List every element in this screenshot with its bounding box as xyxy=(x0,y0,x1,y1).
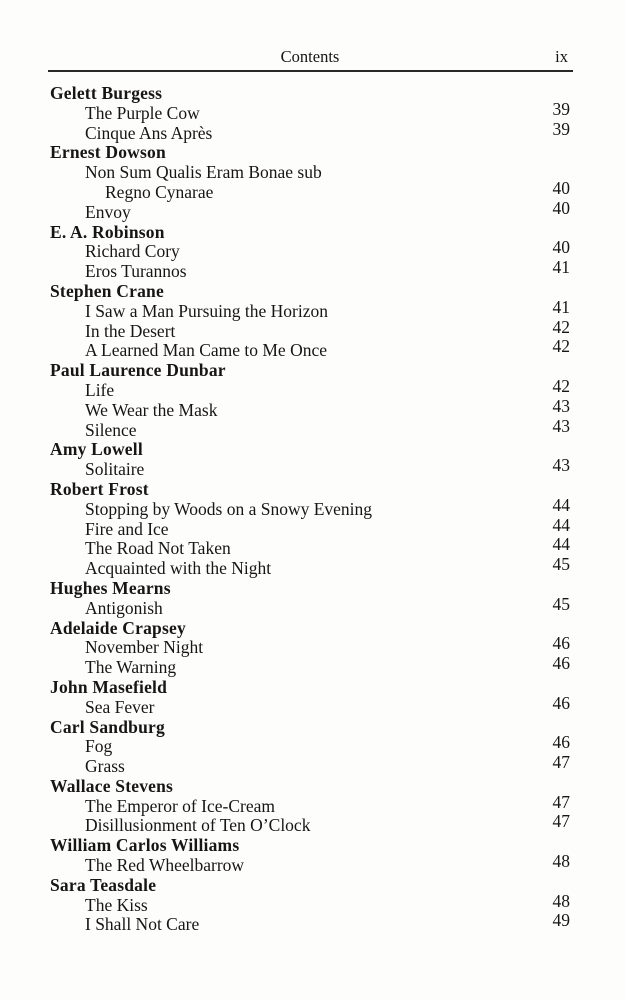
toc-poem-row xyxy=(50,98,570,124)
toc-poem-title: Fog xyxy=(85,736,113,757)
toc-poem-row xyxy=(50,692,570,718)
toc-page-number: 46 xyxy=(552,692,570,713)
toc-page-number: 42 xyxy=(552,375,570,396)
toc-poem-title: Stopping by Woods on a Snowy Evening xyxy=(85,498,373,519)
toc-poem-row xyxy=(50,296,570,322)
toc-author-row: Stephen Crane xyxy=(50,280,164,301)
toc-poem-title: Antigonish xyxy=(85,597,163,618)
toc-poem-row xyxy=(50,791,570,817)
toc-author-row: Wallace Stevens xyxy=(50,775,174,796)
toc-poem-row xyxy=(50,163,570,183)
header-rule xyxy=(48,70,573,72)
toc-poem-row xyxy=(50,395,570,421)
toc-poem-title: A Learned Man Came to Me Once xyxy=(85,340,328,361)
toc-page-number: 41 xyxy=(552,296,570,317)
toc-poem-title: Envoy xyxy=(85,201,131,222)
toc-page-number: 43 xyxy=(552,415,570,436)
toc-poem-row xyxy=(50,752,570,777)
toc-poem-title: The Warning xyxy=(85,657,177,678)
toc-poem-row xyxy=(50,890,570,916)
toc-poem-title: In the Desert xyxy=(85,320,176,341)
toc-page-number: 48 xyxy=(552,851,570,872)
folio-page-number: ix xyxy=(555,47,568,66)
toc-list xyxy=(50,84,570,935)
toc-poem-row xyxy=(50,851,570,876)
toc-poem-title: Richard Cory xyxy=(85,241,180,262)
toc-page-number: 43 xyxy=(552,395,570,416)
toc-poem-row xyxy=(50,732,570,757)
toc-page-number: 40 xyxy=(552,237,570,258)
toc-poem-title: November Night xyxy=(85,637,204,658)
toc-poem-title: Eros Turannos xyxy=(85,261,187,282)
toc-author-row: Hughes Mearns xyxy=(50,577,171,598)
toc-page-number: 47 xyxy=(552,811,570,832)
toc-page-number: 46 xyxy=(552,653,570,674)
toc-poem-title: Grass xyxy=(85,756,125,777)
toc-poem-row xyxy=(50,316,570,342)
toc-poem-title: I Saw a Man Pursuing the Horizon xyxy=(85,300,329,321)
toc-page-number: 47 xyxy=(552,791,570,812)
toc-poem-title: We Wear the Mask xyxy=(85,399,218,420)
toc-poem-title: The Kiss xyxy=(85,894,148,915)
toc-page-number: 44 xyxy=(552,514,570,535)
toc-poem-row xyxy=(50,455,570,480)
toc-page-number: 39 xyxy=(552,98,570,119)
toc-poem-row xyxy=(50,177,570,203)
toc-poem-title: Regno Cynarae xyxy=(105,181,214,202)
toc-poem-row xyxy=(50,910,570,935)
toc-page-number: 44 xyxy=(552,534,570,555)
toc-poem-row xyxy=(50,554,570,579)
toc-author-row: William Carlos Williams xyxy=(50,835,240,856)
toc-poem-title: Silence xyxy=(85,419,137,440)
toc-author-row: Gelett Burgess xyxy=(50,83,163,103)
toc-poem-row xyxy=(50,237,570,262)
toc-poem-row xyxy=(50,653,570,678)
toc-page-number: 41 xyxy=(552,257,570,278)
toc-author-row: Carl Sandburg xyxy=(50,716,165,737)
toc-page-number: 48 xyxy=(552,890,570,911)
toc-poem-title: I Shall Not Care xyxy=(85,914,200,935)
toc-poem-row xyxy=(50,375,570,401)
toc-author-row: Ernest Dowson xyxy=(50,142,166,163)
toc-poem-row xyxy=(50,593,570,619)
toc-author-row: Sara Teasdale xyxy=(50,874,157,895)
toc-poem-title: The Emperor of Ice-Cream xyxy=(85,795,275,816)
toc-poem-title: Non Sum Qualis Eram Bonae sub xyxy=(85,162,322,183)
toc-author-row: Robert Frost xyxy=(50,478,149,499)
page-header xyxy=(50,46,570,67)
toc-poem-row xyxy=(50,494,570,520)
toc-poem-row xyxy=(50,336,570,361)
toc-poem-title: Solitaire xyxy=(85,459,145,480)
toc-poem-title: Sea Fever xyxy=(85,696,155,717)
toc-author-row: Amy Lowell xyxy=(50,439,143,460)
toc-poem-row xyxy=(50,514,570,540)
toc-page-number: 49 xyxy=(552,910,570,931)
toc-poem-row xyxy=(50,811,570,836)
toc-poem-title: Cinque Ans Après xyxy=(85,122,213,143)
toc-author-row: John Masefield xyxy=(50,676,168,697)
toc-poem-row xyxy=(50,118,570,144)
toc-poem-title: Disillusionment of Ten O’Clock xyxy=(85,815,311,836)
toc-poem-row xyxy=(50,257,570,282)
toc-page-number: 39 xyxy=(552,118,570,139)
toc-page-number: 42 xyxy=(552,316,570,337)
toc-page-number: 40 xyxy=(552,177,570,198)
toc-page-number: 40 xyxy=(552,197,570,218)
toc-page-number: 46 xyxy=(552,633,570,654)
toc-poem-row xyxy=(50,415,570,441)
toc-page-number: 44 xyxy=(552,494,570,515)
toc-poem-title: Life xyxy=(85,379,115,400)
toc-poem-title: Acquainted with the Night xyxy=(85,558,272,579)
toc-author-row: Paul Laurence Dunbar xyxy=(50,360,226,381)
toc-author-row: E. A. Robinson xyxy=(50,221,165,242)
toc-poem-title: The Purple Cow xyxy=(85,102,200,123)
toc-poem-row xyxy=(50,197,570,223)
toc-page-number: 45 xyxy=(552,593,570,614)
toc-poem-title: The Red Wheelbarrow xyxy=(85,855,245,876)
toc-page-number: 47 xyxy=(552,752,570,773)
toc-page-number: 45 xyxy=(552,554,570,575)
toc-page-number: 46 xyxy=(552,732,570,753)
running-title: Contents xyxy=(280,47,340,66)
toc-page-number: 42 xyxy=(552,336,570,357)
toc-poem-row xyxy=(50,633,570,658)
toc-page-number: 43 xyxy=(552,455,570,476)
toc-poem-row xyxy=(50,534,570,559)
toc-poem-title: Fire and Ice xyxy=(85,518,169,539)
toc-author-row: Adelaide Crapsey xyxy=(50,617,186,638)
toc-poem-title: The Road Not Taken xyxy=(85,538,231,559)
